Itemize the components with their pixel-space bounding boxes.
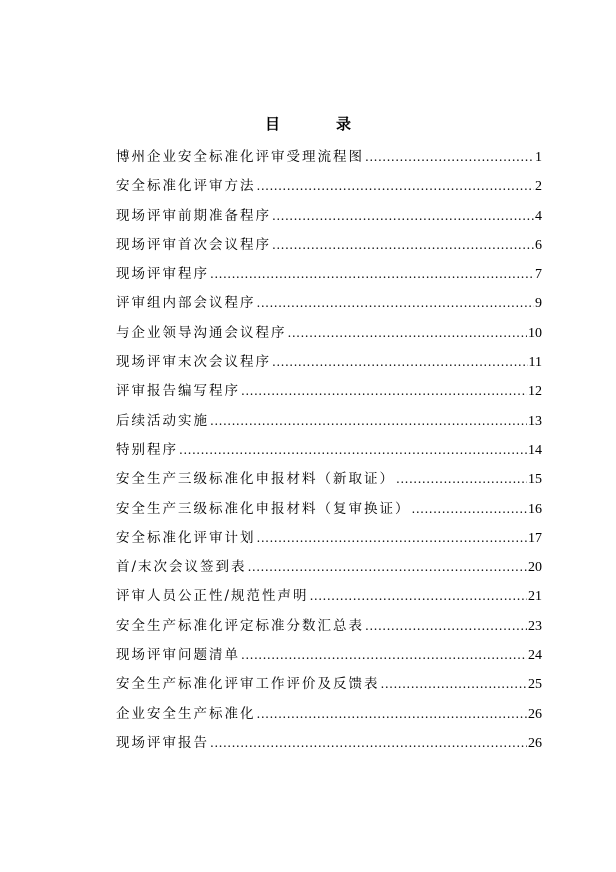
toc-entry-page-number: 10: [528, 325, 542, 341]
toc-entry-leader-dots: [179, 436, 527, 465]
toc-entry-page-number: 12: [528, 384, 542, 400]
toc-entry[interactable]: [116, 172, 542, 201]
toc-entry-label: 现场评审问题清单: [116, 647, 240, 664]
toc-entry-leader-dots: [381, 670, 528, 699]
toc-entry[interactable]: [116, 202, 542, 231]
toc-entry-label: 后续活动实施: [116, 412, 209, 429]
toc-entry[interactable]: [116, 553, 542, 582]
toc-entry-leader-dots: [248, 553, 527, 582]
toc-entry[interactable]: [116, 319, 542, 348]
toc-entry-page-number: 26: [528, 735, 542, 751]
toc-entry-leader-dots: [210, 407, 527, 436]
toc-entry-label: 安全生产三级标准化申报材料（复审换证）: [116, 500, 411, 517]
toc-entry-label: 现场评审前期准备程序: [116, 207, 271, 224]
toc-entry-label: 与企业领导沟通会议程序: [116, 324, 287, 341]
toc-entry[interactable]: [116, 465, 542, 494]
toc-entry[interactable]: [116, 289, 542, 318]
toc-entry[interactable]: [116, 407, 542, 436]
toc-entry-label: 安全标准化评审计划: [116, 529, 256, 546]
toc-entry-label: 现场评审程序: [116, 266, 209, 283]
toc-entry-leader-dots: [257, 172, 535, 201]
toc-entry-label: 安全生产标准化评审工作评价及反馈表: [116, 676, 380, 693]
toc-entry[interactable]: [116, 348, 542, 377]
toc-entry-label: 现场评审首次会议程序: [116, 236, 271, 253]
toc-list: [116, 143, 542, 758]
toc-entry[interactable]: [116, 729, 542, 758]
toc-entry-page-number: 6: [535, 237, 542, 253]
toc-entry-leader-dots: [288, 319, 528, 348]
toc-entry[interactable]: [116, 495, 542, 524]
toc-entry-label: 现场评审报告: [116, 734, 209, 751]
toc-entry-page-number: 24: [528, 648, 542, 664]
toc-title-right: 录: [336, 115, 352, 133]
toc-entry-page-number: 17: [528, 530, 542, 546]
toc-entry-page-number: 11: [528, 355, 542, 371]
toc-entry-page-number: 13: [528, 413, 542, 429]
toc-entry-leader-dots: [412, 495, 528, 524]
toc-entry[interactable]: [116, 670, 542, 699]
toc-entry[interactable]: [116, 231, 542, 260]
toc-entry-leader-dots: [257, 524, 528, 553]
toc-entry-leader-dots: [272, 202, 534, 231]
toc-entry-page-number: 23: [528, 618, 542, 634]
toc-entry[interactable]: [116, 260, 542, 289]
toc-entry-page-number: 14: [528, 442, 542, 458]
toc-entry[interactable]: [116, 641, 542, 670]
toc-entry-label: 企业安全生产标准化: [116, 705, 256, 722]
toc-entry-label: 安全生产标准化评定标准分数汇总表: [116, 617, 364, 634]
toc-entry-page-number: 20: [528, 560, 542, 576]
toc-entry-page-number: 7: [535, 267, 542, 283]
toc-entry-label: 评审报告编写程序: [116, 383, 240, 400]
toc-entry-leader-dots: [241, 641, 527, 670]
toc-entry-label: 安全生产三级标准化申报材料（新取证）: [116, 471, 395, 488]
toc-entry-label: 评审人员公正性/规范性声明: [116, 588, 309, 605]
toc-entry[interactable]: [116, 377, 542, 406]
toc-entry-leader-dots: [365, 612, 527, 641]
toc-entry-label: 首/末次会议签到表: [116, 559, 247, 576]
toc-title: [0, 114, 616, 134]
toc-entry-leader-dots: [257, 289, 535, 318]
toc-entry-leader-dots: [396, 465, 527, 494]
toc-entry-leader-dots: [241, 377, 527, 406]
toc-entry[interactable]: [116, 524, 542, 553]
toc-entry-leader-dots: [257, 700, 528, 729]
toc-entry-leader-dots: [365, 143, 534, 172]
toc-entry[interactable]: [116, 700, 542, 729]
toc-entry[interactable]: [116, 612, 542, 641]
toc-entry-leader-dots: [272, 348, 528, 377]
toc-entry-page-number: 21: [528, 589, 542, 605]
toc-entry-label: 博州企业安全标准化评审受理流程图: [116, 149, 364, 165]
toc-entry-label: 特别程序: [116, 441, 178, 458]
toc-entry-leader-dots: [210, 260, 534, 289]
toc-entry-page-number: 1: [535, 150, 542, 165]
toc-entry-page-number: 16: [528, 501, 542, 517]
toc-entry-leader-dots: [310, 582, 527, 611]
toc-entry-label: 现场评审末次会议程序: [116, 354, 271, 371]
toc-entry-label: 评审组内部会议程序: [116, 295, 256, 312]
toc-entry-page-number: 4: [535, 208, 542, 224]
toc-entry[interactable]: [116, 582, 542, 611]
toc-entry-page-number: 2: [535, 179, 542, 195]
toc-title-left: 目: [264, 115, 280, 133]
toc-entry-leader-dots: [210, 729, 527, 758]
toc-entry-page-number: 26: [528, 706, 542, 722]
toc-entry-leader-dots: [272, 231, 534, 260]
toc-entry-page-number: 9: [535, 296, 542, 312]
toc-entry[interactable]: [116, 436, 542, 465]
toc-entry-page-number: 15: [528, 472, 542, 488]
toc-entry-page-number: 25: [528, 677, 542, 693]
toc-entry[interactable]: [116, 143, 542, 172]
toc-entry-label: 安全标准化评审方法: [116, 178, 256, 195]
